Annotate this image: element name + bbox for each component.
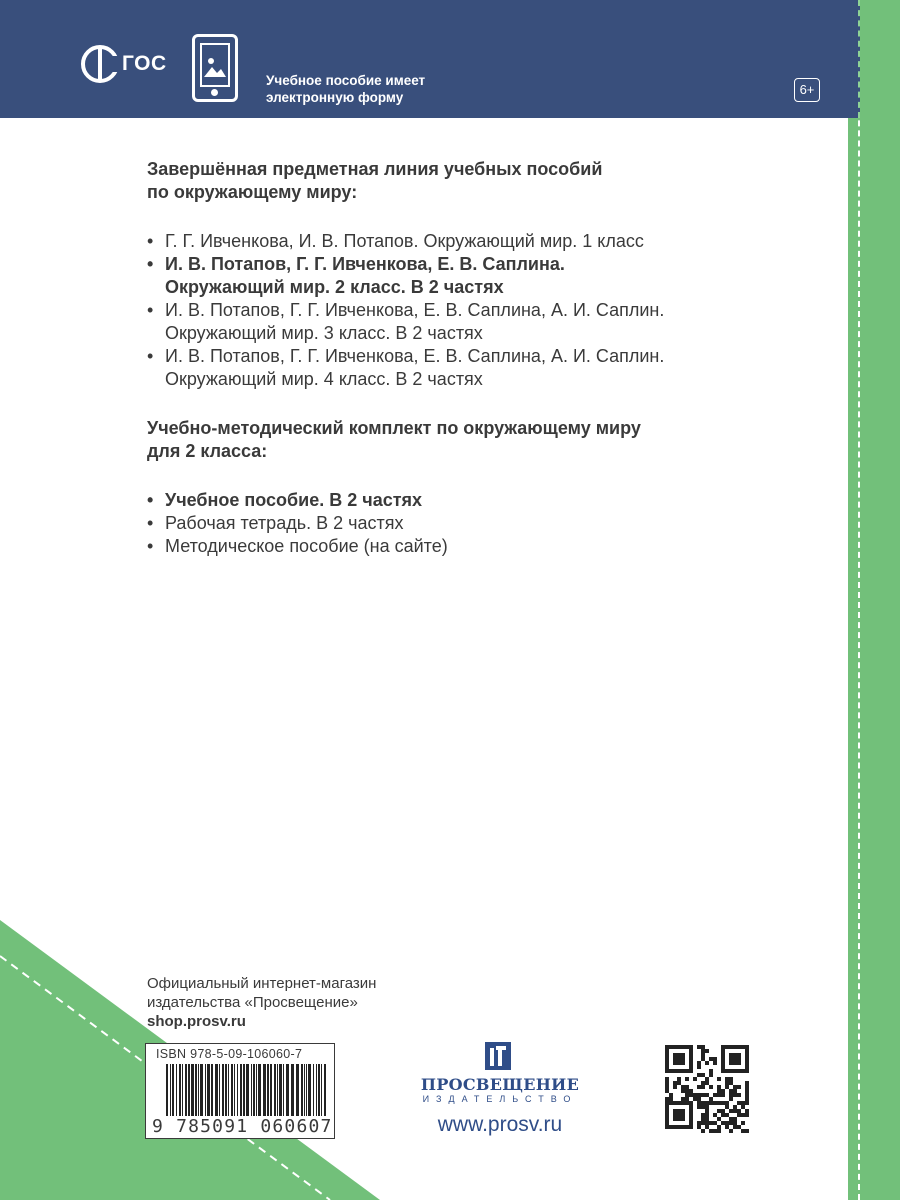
isbn-label: ISBN 978-5-09-106060-7 bbox=[156, 1047, 303, 1061]
publisher-name: ПРОСВЕЩЕНИЕ bbox=[420, 1075, 580, 1094]
list-item: • И. В. Потапов, Г. Г. Ивченкова, Е. В. Саплина, А. И. Саплин. Окружающий мир. 3 класс. В 2 частях bbox=[147, 299, 807, 345]
fgos-emblem-icon bbox=[80, 42, 124, 86]
header-dashed-line bbox=[858, 0, 860, 118]
list-item: • И. В. Потапов, Г. Г. Ивченкова, Е. В. Саплина. Окружающий мир. 2 класс. В 2 частях bbox=[147, 253, 807, 299]
kit-list bbox=[147, 489, 807, 558]
dashed-line-right bbox=[858, 0, 860, 1200]
shop-info: Официальный интернет-магазин издательства «Просвещение» shop.prosv.ru bbox=[147, 975, 377, 1030]
publisher-website-link[interactable]: www.prosv.ru bbox=[437, 1113, 563, 1136]
age-rating-badge: 6+ bbox=[794, 78, 820, 102]
list-item: • Методическое пособие (на сайте) bbox=[147, 535, 807, 558]
isbn-barcode-box bbox=[145, 1043, 335, 1139]
electronic-form-note: Учебное пособие имеет электронную форму bbox=[266, 73, 426, 105]
list-item: • Рабочая тетрадь. В 2 частях bbox=[147, 512, 807, 535]
main-content bbox=[147, 158, 807, 558]
kit-heading: Учебно-методический комплект по окружающему миру для 2 класса: bbox=[147, 418, 641, 461]
fgos-logo bbox=[80, 40, 167, 88]
header-bar bbox=[0, 0, 860, 118]
series-list bbox=[147, 230, 807, 391]
shop-link[interactable]: shop.prosv.ru bbox=[147, 1013, 246, 1030]
list-item: • Г. Г. Ивченкова, И. В. Потапов. Окружающий мир. 1 класс bbox=[147, 230, 807, 253]
prosveshchenie-logo-icon bbox=[483, 1040, 513, 1072]
barcode-image bbox=[166, 1064, 330, 1122]
green-side-strip bbox=[848, 0, 900, 1200]
series-heading: Завершённая предметная линия учебных пособий по окружающему миру: bbox=[147, 159, 603, 202]
barcode-digits: 9 785091 060607 bbox=[152, 1116, 333, 1137]
list-item: • Учебное пособие. В 2 частях bbox=[147, 489, 807, 512]
fgos-logo-text: ГОС bbox=[122, 52, 167, 75]
tablet-icon bbox=[192, 34, 238, 102]
qr-code-image bbox=[665, 1045, 749, 1133]
publisher-subtitle: ИЗДАТЕЛЬСТВО bbox=[422, 1094, 578, 1104]
list-item: • И. В. Потапов, Г. Г. Ивченкова, Е. В. Саплина, А. И. Саплин. Окружающий мир. 4 класс. В 2 частях bbox=[147, 345, 807, 391]
